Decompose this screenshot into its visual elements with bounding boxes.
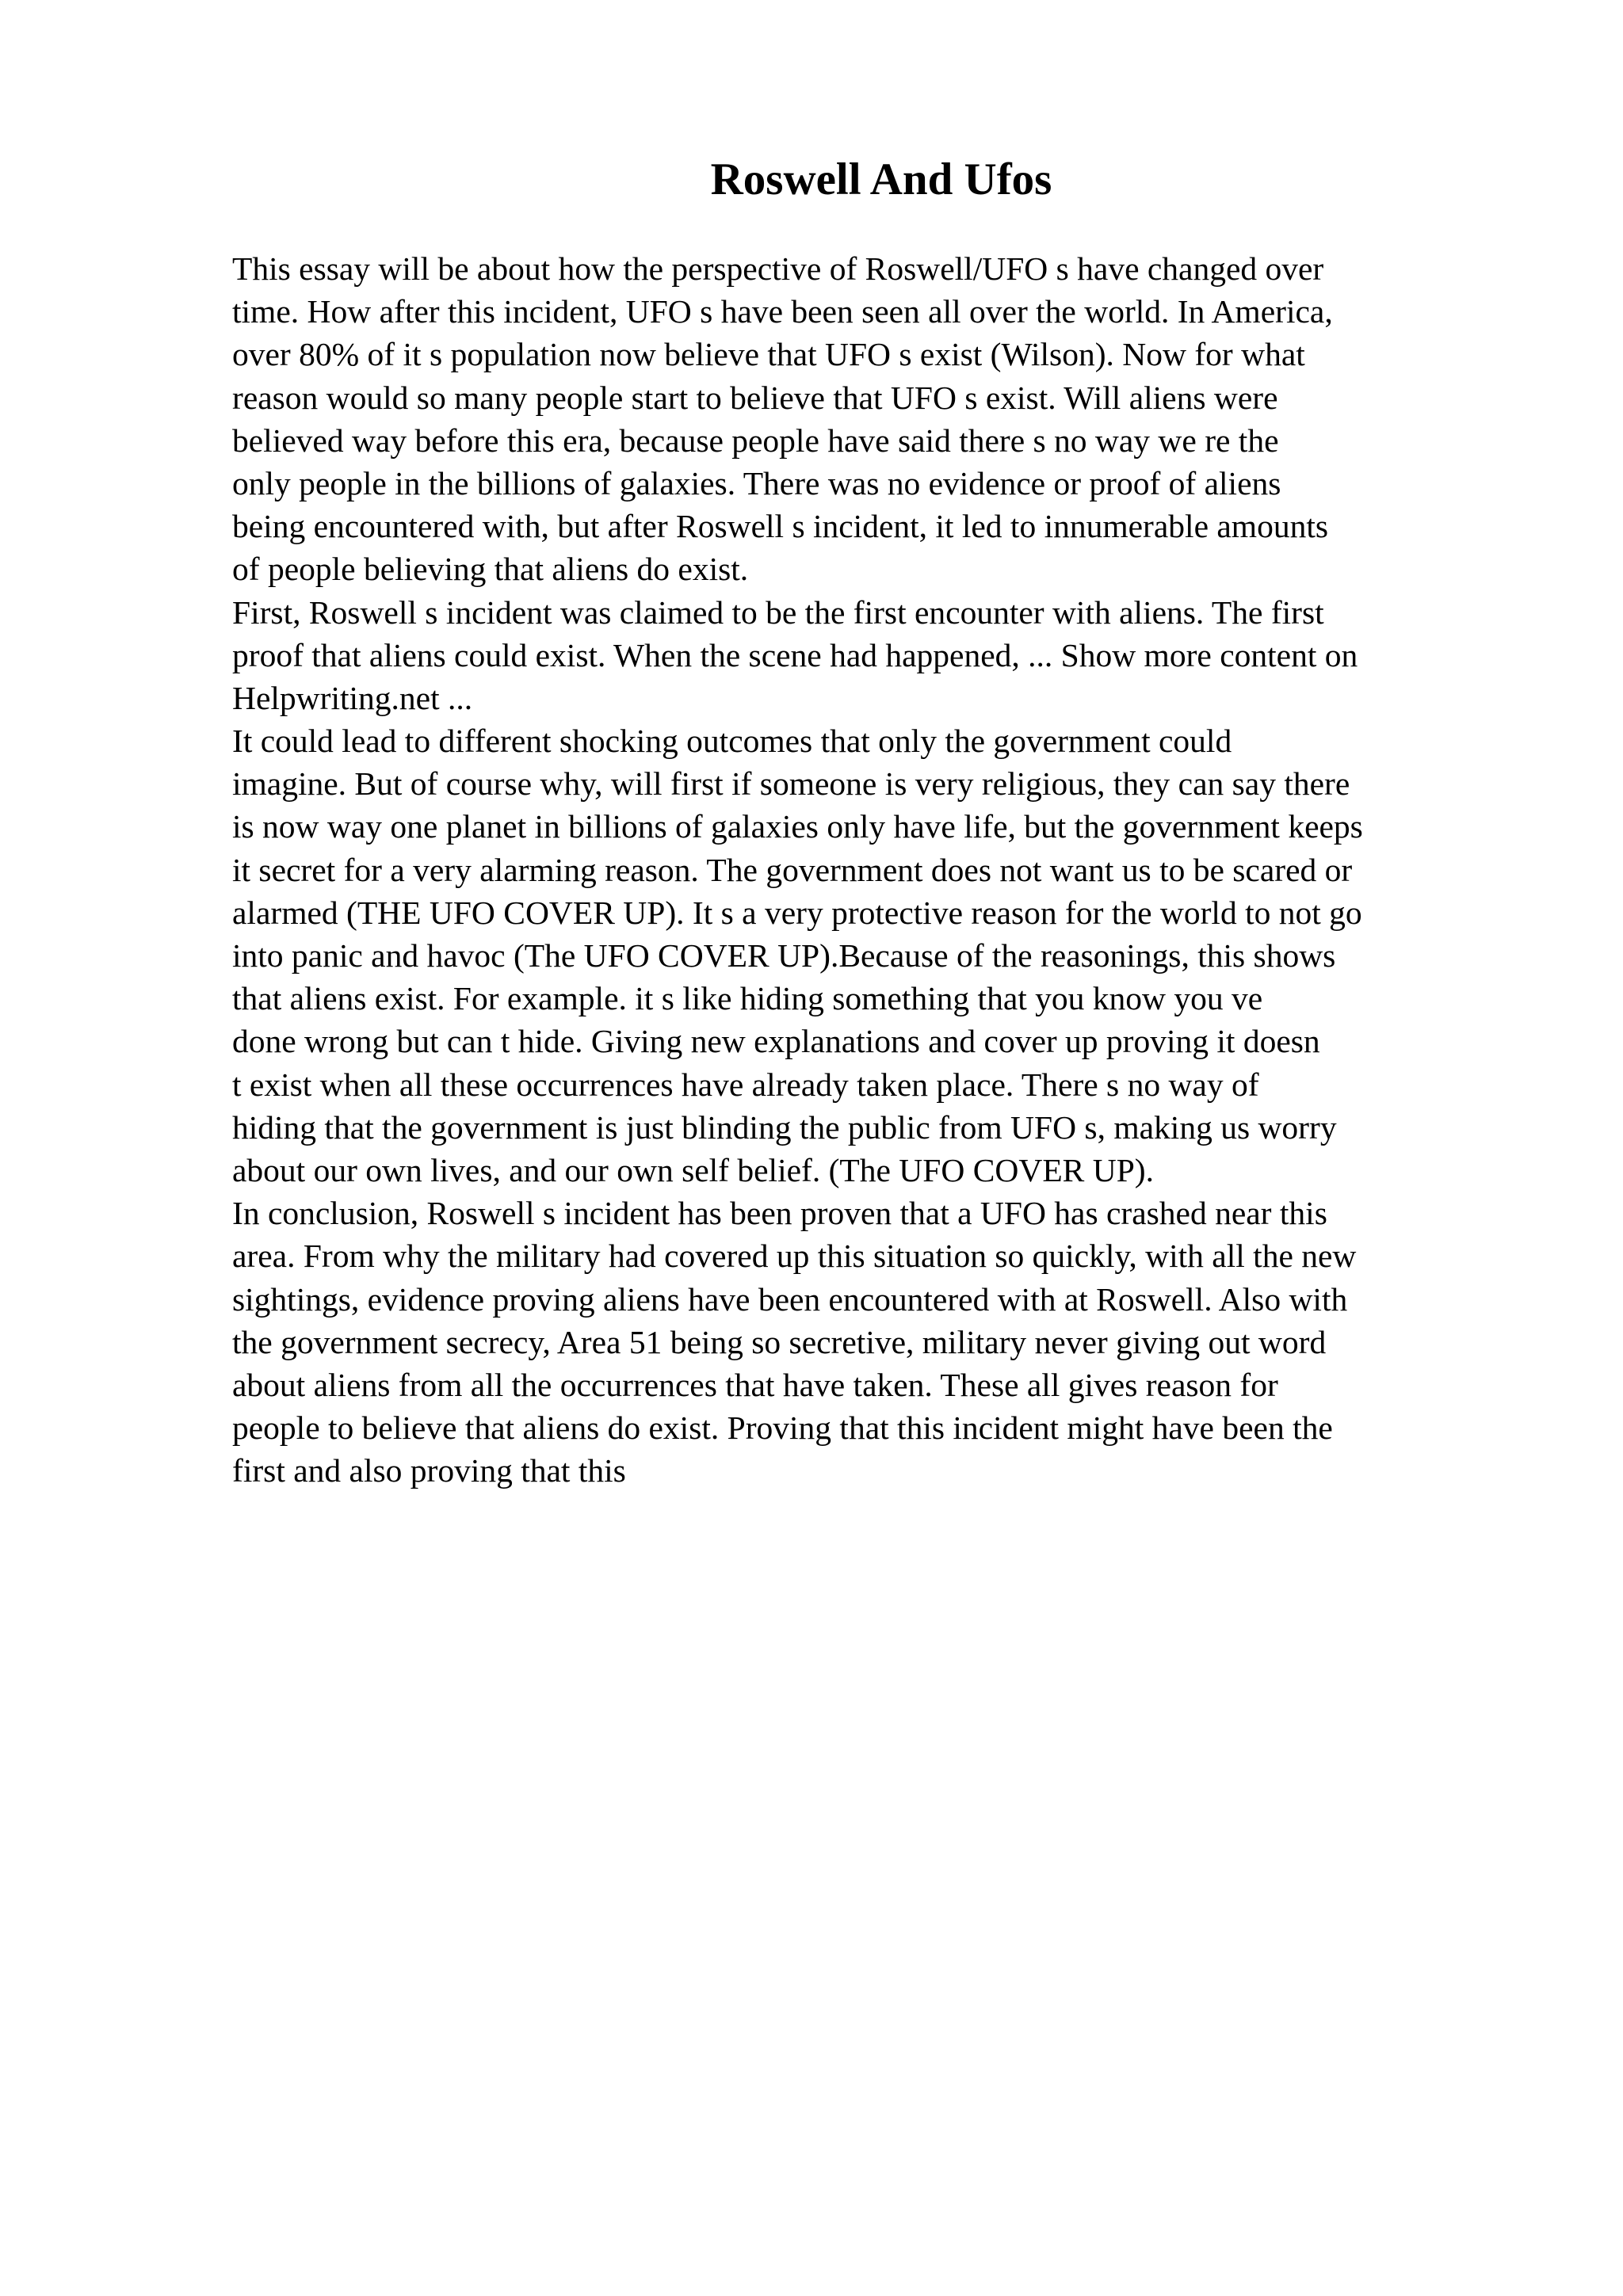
body-line: proof that aliens could exist. When the scene had happened, ... Show more content on <box>232 636 1358 673</box>
body-line: the government secrecy, Area 51 being so secretive, military never giving out word <box>232 1323 1327 1360</box>
body-line: done wrong but can t hide. Giving new explanations and cover up proving it doesn <box>232 1023 1320 1060</box>
body-line: over 80% of it s population now believe that UFO s exist (Wilson). Now for what <box>232 336 1305 373</box>
body-line: is now way one planet in billions of galaxies only have life, but the government keeps <box>232 808 1363 845</box>
body-line: that aliens exist. For example. it s like hiding something that you know you ve <box>232 980 1263 1017</box>
body-line: Helpwriting.net ... <box>232 679 473 716</box>
body-line: into panic and havoc (The UFO COVER UP).Because of the reasonings, this shows <box>232 937 1336 974</box>
body-line: First, Roswell s incident was claimed to be the first encounter with aliens. The first <box>232 593 1324 631</box>
body-line: believed way before this era, because people have said there s no way we re the <box>232 421 1279 459</box>
body-line: about aliens from all the occurrences that have taken. These all gives reason for <box>232 1366 1278 1403</box>
body-line: about our own lives, and our own self belief. (The UFO COVER UP). <box>232 1151 1154 1188</box>
body-line: This essay will be about how the perspective of Roswell/UFO s have changed over <box>232 250 1324 287</box>
body-line: alarmed (THE UFO COVER UP). It s a very protective reason for the world to not go <box>232 894 1362 931</box>
body-line: It could lead to different shocking outcomes that only the government could <box>232 723 1232 760</box>
body-line: hiding that the government is just blinding the public from UFO s, making us worry <box>232 1108 1337 1146</box>
body-line: people to believe that aliens do exist. Proving that this incident might have been the <box>232 1409 1333 1447</box>
body-line: In conclusion, Roswell s incident has been proven that a UFO has crashed near this <box>232 1195 1327 1232</box>
document-body <box>232 247 1532 1492</box>
body-line: imagine. But of course why, will first if someone is very religious, they can say there <box>232 765 1350 803</box>
body-line: sightings, evidence proving aliens have been encountered with at Roswell. Also with <box>232 1280 1348 1318</box>
body-line: of people believing that aliens do exist. <box>232 551 749 588</box>
document-title: Roswell And Ufos <box>710 154 1052 204</box>
body-line: time. How after this incident, UFO s have been seen all over the world. In America, <box>232 293 1333 330</box>
body-line: it secret for a very alarming reason. The government does not want us to be scared or <box>232 851 1353 888</box>
body-line: first and also proving that this <box>232 1452 626 1489</box>
body-line: reason would so many people start to believe that UFO s exist. Will aliens were <box>232 379 1278 416</box>
body-line: t exist when all these occurrences have already taken place. There s no way of <box>232 1066 1259 1103</box>
body-line: being encountered with, but after Roswell s incident, it led to innumerable amounts <box>232 508 1328 545</box>
body-line: area. From why the military had covered up this situation so quickly, with all the new <box>232 1238 1357 1275</box>
body-line: only people in the billions of galaxies. There was no evidence or proof of aliens <box>232 464 1281 502</box>
